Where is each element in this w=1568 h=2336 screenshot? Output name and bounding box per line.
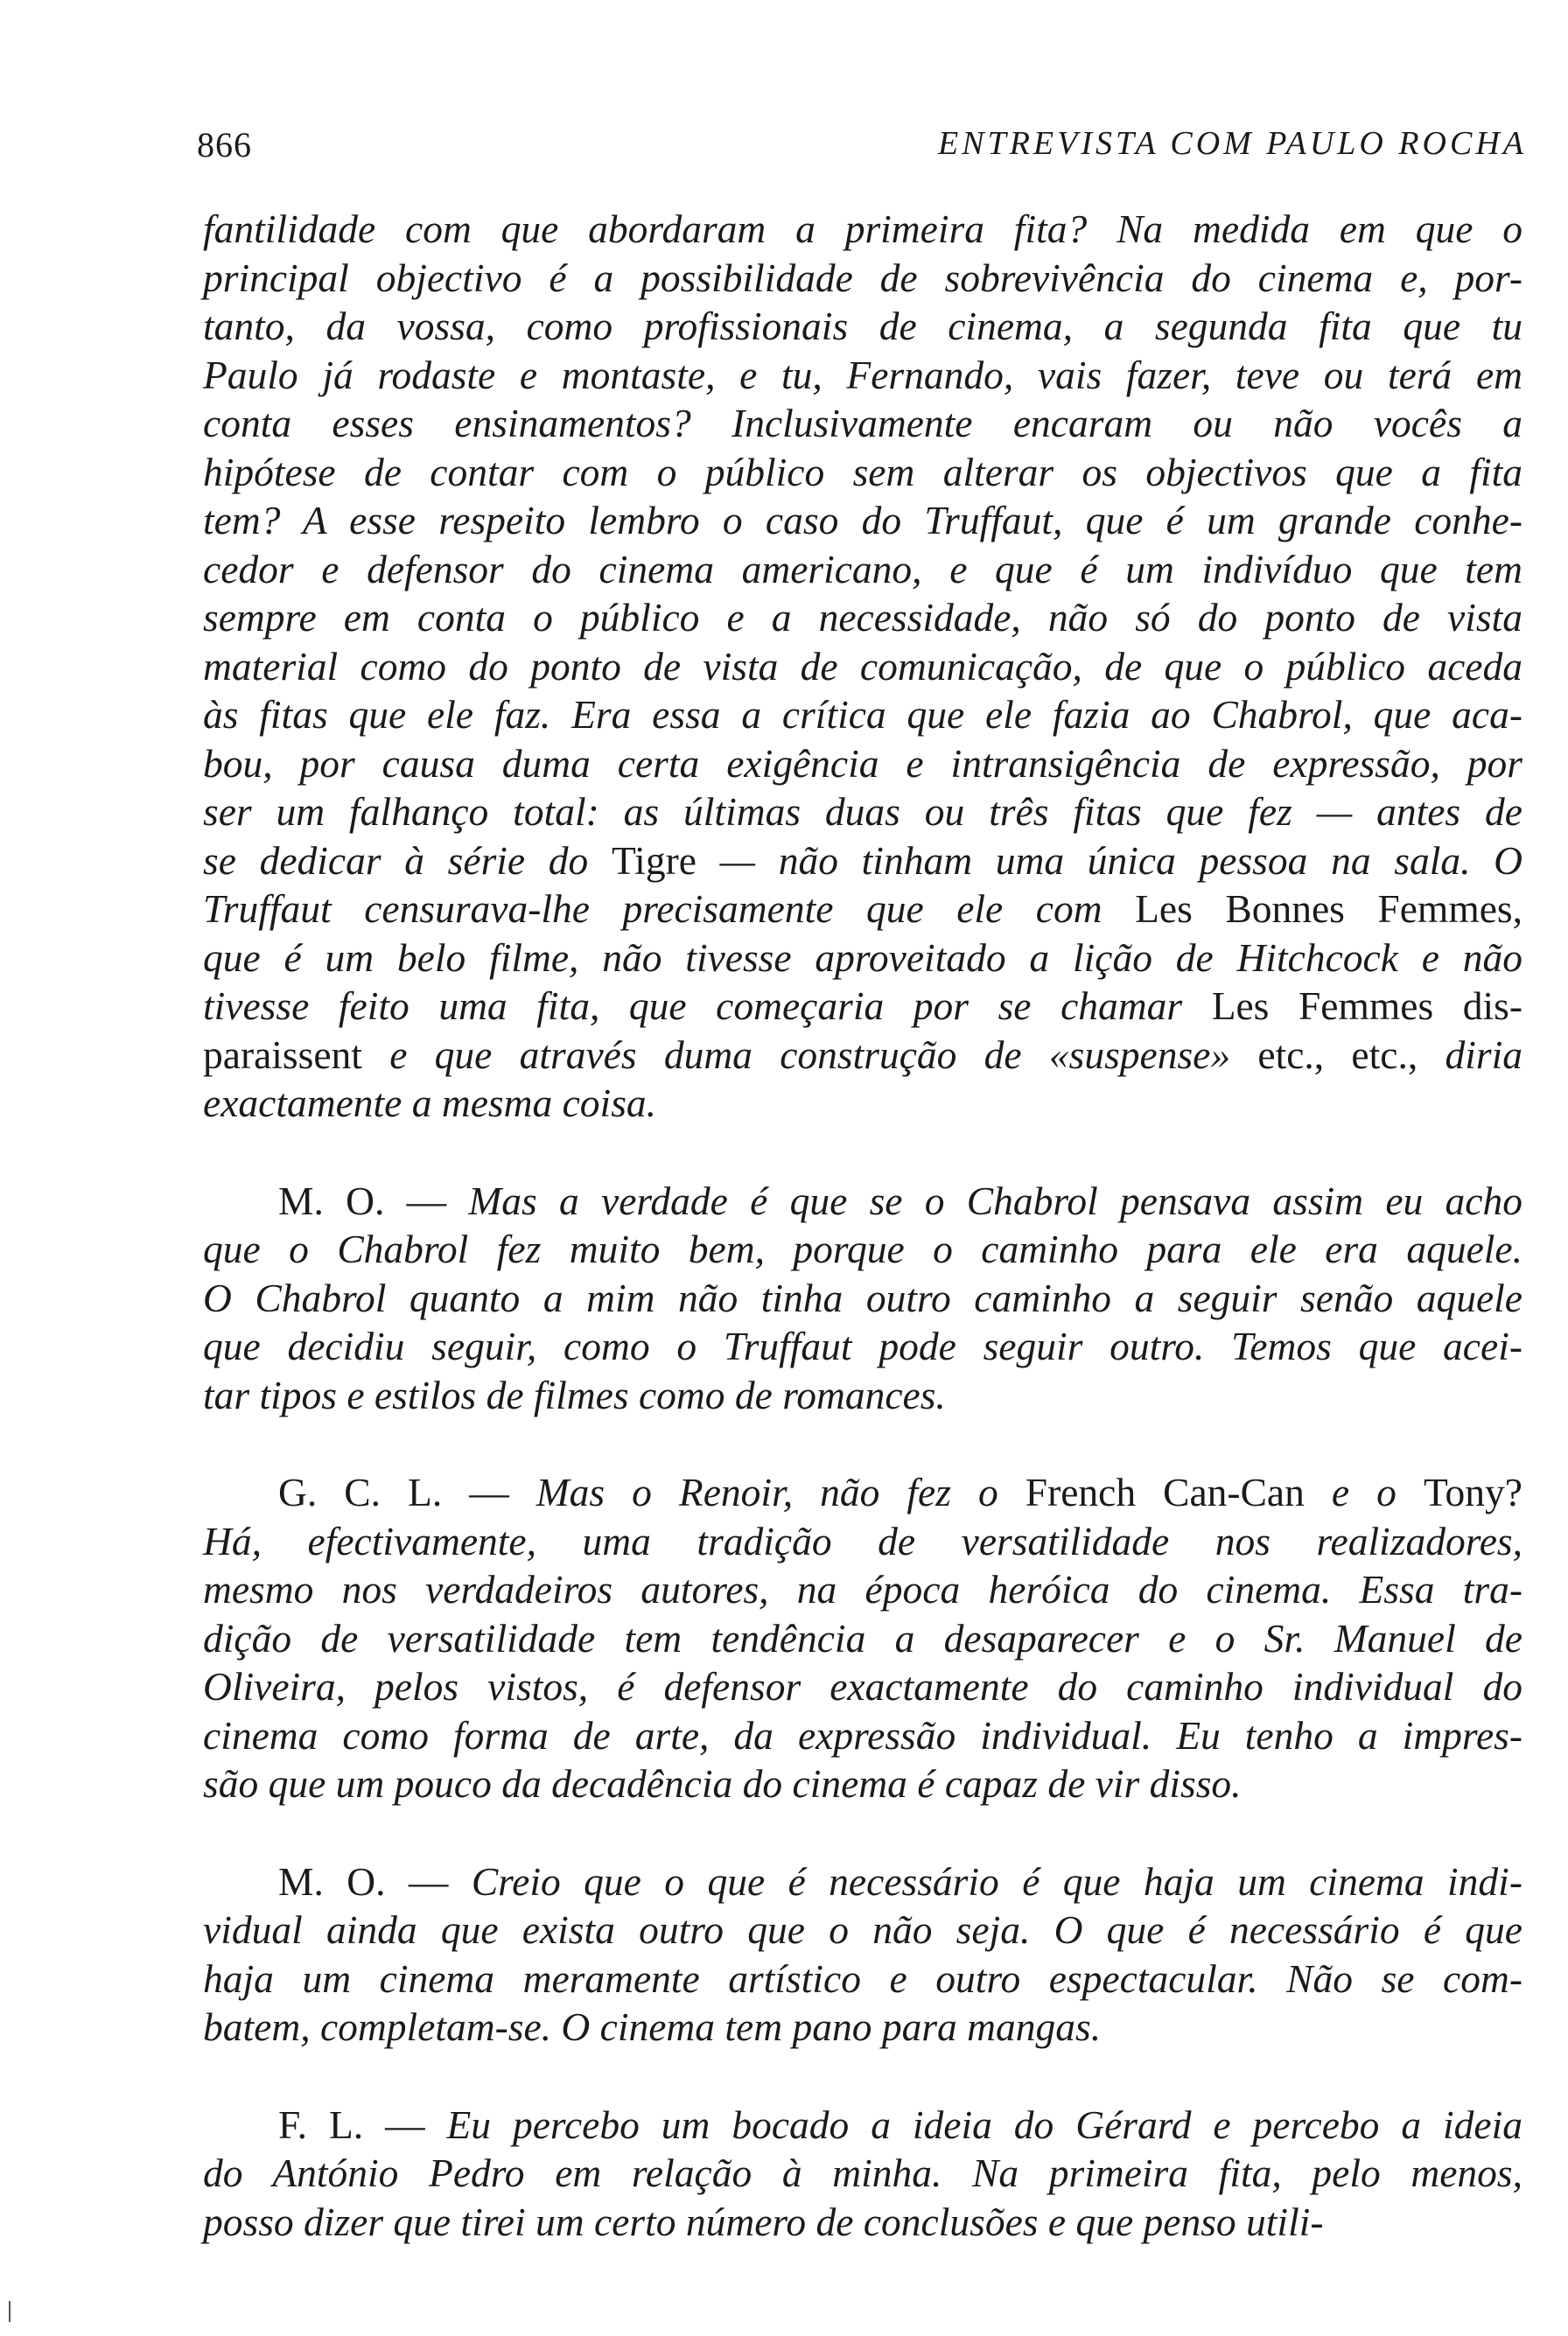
line-text: tem? A esse respeito lembro o caso do Truffaut, que é um grande conhe- bbox=[203, 498, 1522, 542]
line-text: haja um cinema meramente artístico e outro espectacular. Não se com- bbox=[203, 1955, 1522, 2001]
line-text: O Chabrol quanto a mim não tinha outro caminho a seguir senão aquele bbox=[203, 1275, 1522, 1320]
line-text: que é um belo filme, não tivesse aproveitado a lição de Hitchcock e não bbox=[203, 934, 1522, 980]
line-text: às fitas que ele faz. Era essa a crítica que ele fazia ao Chabrol, que aca- bbox=[203, 692, 1522, 737]
line-text: são que um pouco da decadência do cinema é capaz de vir disso. bbox=[203, 1761, 1242, 1806]
text-line bbox=[203, 1079, 1522, 1128]
line-text: principal objectivo é a possibilidade de sobrevivência do cinema e, por- bbox=[203, 255, 1522, 300]
text-line bbox=[203, 1274, 1522, 1323]
line-text: ser um falhanço total: as últimas duas ou três fitas que fez — antes de bbox=[203, 789, 1522, 834]
line-text: cinema como forma de arte, da expressão individual. Eu tenho a impres- bbox=[203, 1712, 1522, 1758]
title-text: Tony? bbox=[1423, 1470, 1522, 1514]
text-line bbox=[203, 1759, 1522, 1808]
text-line bbox=[203, 2003, 1522, 2052]
text-line bbox=[203, 1225, 1522, 1274]
speaker-label: M. O. — bbox=[278, 1178, 469, 1223]
line-text: e que através duma construção de «suspense» bbox=[361, 1032, 1258, 1077]
text-line bbox=[203, 254, 1522, 303]
paragraph bbox=[203, 205, 1522, 1128]
text-line bbox=[203, 2101, 1522, 2150]
page-number: 866 bbox=[197, 125, 252, 164]
text-line bbox=[203, 885, 1522, 934]
line-text: que o Chabrol fez muito bem, porque o caminho para ele era aquele. bbox=[203, 1227, 1522, 1271]
line-text: material como do ponto de vista de comunicação, de que o público aceda bbox=[203, 643, 1522, 689]
running-head: ENTREVISTA COM PAULO ROCHA bbox=[938, 125, 1527, 162]
paragraph bbox=[203, 1468, 1522, 1808]
paragraph bbox=[203, 2101, 1522, 2247]
text-line bbox=[203, 1711, 1522, 1760]
text-line bbox=[203, 1906, 1522, 1955]
speaker-label: F. L. — bbox=[278, 2102, 447, 2147]
text-line bbox=[203, 1662, 1522, 1711]
title-text: paraissent bbox=[203, 1032, 362, 1077]
text-line bbox=[203, 690, 1522, 739]
text-line bbox=[203, 1614, 1522, 1663]
line-text: Oliveira, pelos vistos, é defensor exactamente do caminho individual do bbox=[203, 1664, 1522, 1709]
line-text: tanto, da vossa, como profissionais de cinema, a segunda fita que tu bbox=[203, 304, 1522, 348]
title-text: Les Bonnes Femmes, bbox=[1135, 886, 1522, 931]
line-text: batem, completam-se. O cinema tem pano para mangas. bbox=[203, 2004, 1102, 2049]
speaker-label: M. O. — bbox=[278, 1858, 472, 1904]
text-line bbox=[203, 1371, 1522, 1420]
line-text: se dedicar à série do bbox=[203, 837, 612, 883]
text-line bbox=[203, 836, 1522, 885]
text-line bbox=[203, 1565, 1522, 1614]
line-text: tar tipos e estilos de filmes como de romances. bbox=[203, 1372, 946, 1417]
line-text: vidual ainda que exista outro que o não seja. O que é necessário é que bbox=[203, 1907, 1522, 1952]
line-text: e o bbox=[1304, 1470, 1424, 1514]
line-text: conta esses ensinamentos? Inclusivamente encaram ou não vocês a bbox=[203, 401, 1522, 445]
title-text: French Can-Can bbox=[1025, 1470, 1305, 1514]
text-line bbox=[203, 739, 1522, 788]
line-text: cedor e defensor do cinema americano, e que é um indivíduo que tem bbox=[203, 546, 1522, 591]
text-line bbox=[203, 1517, 1522, 1566]
title-text: Les Femmes dis- bbox=[1211, 983, 1522, 1028]
text-line bbox=[203, 1857, 1522, 1906]
text-line bbox=[203, 496, 1522, 545]
text-line bbox=[203, 1955, 1522, 2004]
title-text: Tigre bbox=[611, 837, 696, 883]
line-text: mesmo nos verdadeiros autores, na época heróica do cinema. Essa tra- bbox=[203, 1567, 1522, 1612]
line-text: dição de versatilidade tem tendência a desaparecer e o Sr. Manuel de bbox=[203, 1615, 1522, 1661]
line-text: posso dizer que tirei um certo número de conclusões e que penso utili- bbox=[203, 2199, 1324, 2244]
text-line bbox=[203, 351, 1522, 400]
text-line bbox=[203, 642, 1522, 691]
paragraph bbox=[203, 1177, 1522, 1420]
text-line bbox=[203, 787, 1522, 836]
text-line bbox=[203, 982, 1522, 1031]
text-line bbox=[203, 205, 1522, 254]
text-line bbox=[203, 934, 1522, 983]
line-text: Creio que o que é necessário é que haja um cinema indi- bbox=[471, 1858, 1522, 1904]
line-text: exactamente a mesma coisa. bbox=[203, 1081, 657, 1125]
text-line bbox=[203, 2198, 1522, 2247]
text-line bbox=[203, 1322, 1522, 1371]
text-line bbox=[203, 1031, 1522, 1080]
line-text: hipótese de contar com o público sem alterar os objectivos que a fita bbox=[203, 449, 1522, 494]
line-text: do António Pedro em relação à minha. Na primeira fita, pelo menos, bbox=[203, 2151, 1522, 2195]
text-line bbox=[203, 399, 1522, 448]
title-text: etc., etc., bbox=[1257, 1032, 1418, 1077]
line-text: que decidiu seguir, como o Truffaut pode seguir outro. Temos que acei- bbox=[203, 1324, 1522, 1368]
text-line bbox=[203, 1468, 1522, 1517]
text-line bbox=[203, 1177, 1522, 1226]
line-text: tivesse feito uma fita, que começaria por se chamar bbox=[203, 983, 1212, 1028]
body-text bbox=[203, 205, 1522, 2246]
line-text: Paulo já rodaste e montaste, e tu, Fernando, vais fazer, teve ou terá em bbox=[203, 352, 1522, 397]
line-text: diria bbox=[1418, 1032, 1522, 1077]
text-line bbox=[203, 545, 1522, 594]
margin-mark bbox=[9, 2301, 10, 2322]
text-line bbox=[203, 2149, 1522, 2198]
text-line bbox=[203, 593, 1522, 642]
paragraph bbox=[203, 1857, 1522, 2052]
speaker-label: G. C. L. — bbox=[278, 1470, 536, 1514]
line-text: — não tinham uma única pessoa na sala. O bbox=[696, 837, 1523, 883]
line-text: sempre em conta o público e a necessidade, não só do ponto de vista bbox=[203, 595, 1522, 640]
text-line bbox=[203, 302, 1522, 351]
text-line bbox=[203, 448, 1522, 497]
line-text: Truffaut censurava-lhe precisamente que ele com bbox=[203, 886, 1136, 931]
line-text: fantilidade com que abordaram a primeira fita? Na medida em que o bbox=[203, 206, 1522, 251]
line-text: Há, efectivamente, uma tradição de versatilidade nos realizadores, bbox=[203, 1518, 1522, 1563]
page-header bbox=[197, 124, 1527, 177]
line-text: Mas a verdade é que se o Chabrol pensava assim eu acho bbox=[468, 1178, 1522, 1223]
line-text: Mas o Renoir, não fez o bbox=[536, 1470, 1026, 1514]
line-text: Eu percebo um bocado a ideia do Gérard e percebo a ideia bbox=[446, 2102, 1523, 2147]
line-text: bou, por causa duma certa exigência e intransigência de expressão, por bbox=[203, 740, 1522, 786]
